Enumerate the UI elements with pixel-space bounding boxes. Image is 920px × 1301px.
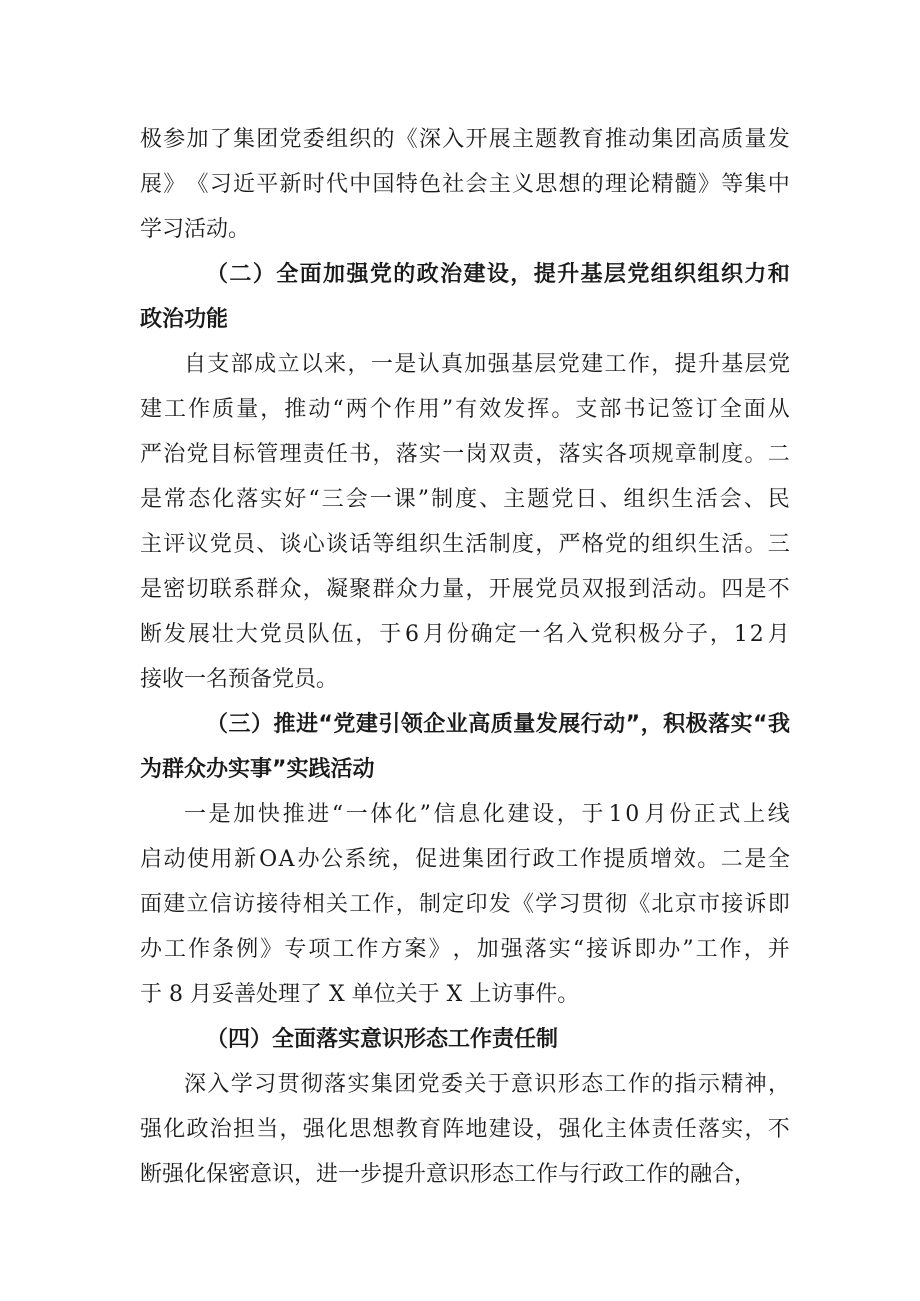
body-paragraph — [140, 342, 790, 702]
text-line: 于 8 月妥善处理了 X 单位关于 X 上访事件。 — [140, 982, 580, 1007]
text-line: 严 治 党 目 标 管 理 责 任 书 ， 落 实 一 岗 双 责 ， 落 实 各 项 规 章 制 度 。 二 — [140, 442, 790, 467]
text-line: （ 三 ） 推 进 “ 党 建 引 领 企 业 高 质 量 发 展 行 动 ” ， 积 极 落 实 “ 我 — [206, 712, 790, 737]
text-line: 自 支 部 成 立 以 来 ， 一 是 认 真 加 强 基 层 党 建 工 作 ， 提 升 基 层 党 — [184, 352, 790, 377]
text-line: 政治功能 — [140, 307, 229, 332]
text-line: 极 参 加 了 集 团 党 委 组 织 的 《 深 入 开 展 主 题 教 育 推 动 集 团 高 质 量 发 — [140, 127, 790, 152]
text-line: 是 密 切 联 系 群 众 ， 凝 聚 群 众 力 量 ， 开 展 党 员 双 报 到 活 动 。 四 是 不 — [140, 577, 790, 602]
body-paragraph — [140, 792, 790, 1017]
text-line: 深 入 学 习 贯 彻 落 实 集 团 党 委 关 于 意 识 形 态 工 作 的 指 示 精 神 ， — [184, 1072, 790, 1097]
text-line: 接收一名预备党员。 — [140, 667, 339, 692]
text-line: 为群众办实事”实践活动 — [140, 757, 375, 782]
text-line: 办 工 作 条 例 》 专 项 工 作 方 案 》 ， 加 强 落 实 “ 接 诉 即 办 ” 工 作 ， 并 — [140, 937, 790, 962]
text-line: 是 常 态 化 落 实 好 “ 三 会 一 课 ” 制 度 、 主 题 党 日 、 组 织 生 活 会 、 民 — [140, 487, 790, 512]
text-line: （ 二 ） 全 面 加 强 党 的 政 治 建 设 ， 提 升 基 层 党 组 织 组 织 力 和 — [206, 262, 790, 287]
text-line: 断 发 展 壮 大 党 员 队 伍 ， 于 6 月 份 确 定 一 名 入 党 积 极 分 子 ， 1 2 月 — [140, 622, 790, 647]
text-line: 展 》 《 习 近 平 新 时 代 中 国 特 色 社 会 主 义 思 想 的 理 论 精 髓 》 等 集 中 — [140, 172, 790, 197]
text-line: 断强化保密意识，进一步提升意识形态工作与行政工作的融合， — [140, 1162, 757, 1187]
text-line: 学习活动。 — [140, 217, 251, 242]
text-line: （四）全面落实意识形态工作责任制 — [206, 1027, 559, 1052]
text-line: 一 是 加 快 推 进 “ 一 体 化 ” 信 息 化 建 设 ， 于 1 0 月 份 正 式 上 线 — [184, 802, 790, 827]
body-paragraph — [140, 117, 790, 252]
text-line: 建 工 作 质 量 ， 推 动 “ 两 个 作 用 ” 有 效 发 挥 。 支 部 书 记 签 订 全 面 从 — [140, 397, 790, 422]
text-line: 主 评 议 党 员 、 谈 心 谈 话 等 组 织 生 活 制 度 ， 严 格 党 的 组 织 生 活 。 三 — [140, 532, 790, 557]
body-paragraph — [140, 1062, 790, 1197]
document-body — [140, 117, 790, 1197]
text-line: 强 化 政 治 担 当 ， 强 化 思 想 教 育 阵 地 建 设 ， 强 化 主 体 责 任 落 实 ， 不 — [140, 1117, 790, 1142]
section-heading — [140, 1017, 790, 1062]
text-line: 面 建 立 信 访 接 待 相 关 工 作 ， 制 定 印 发 《 学 习 贯 彻 《 北 京 市 接 诉 即 — [140, 892, 790, 917]
section-heading — [140, 702, 790, 792]
text-line: 启 动 使 用 新 O A 办 公 系 统 ， 促 进 集 团 行 政 工 作 提 质 增 效 。 二 是 全 — [140, 847, 790, 872]
section-heading — [140, 252, 790, 342]
